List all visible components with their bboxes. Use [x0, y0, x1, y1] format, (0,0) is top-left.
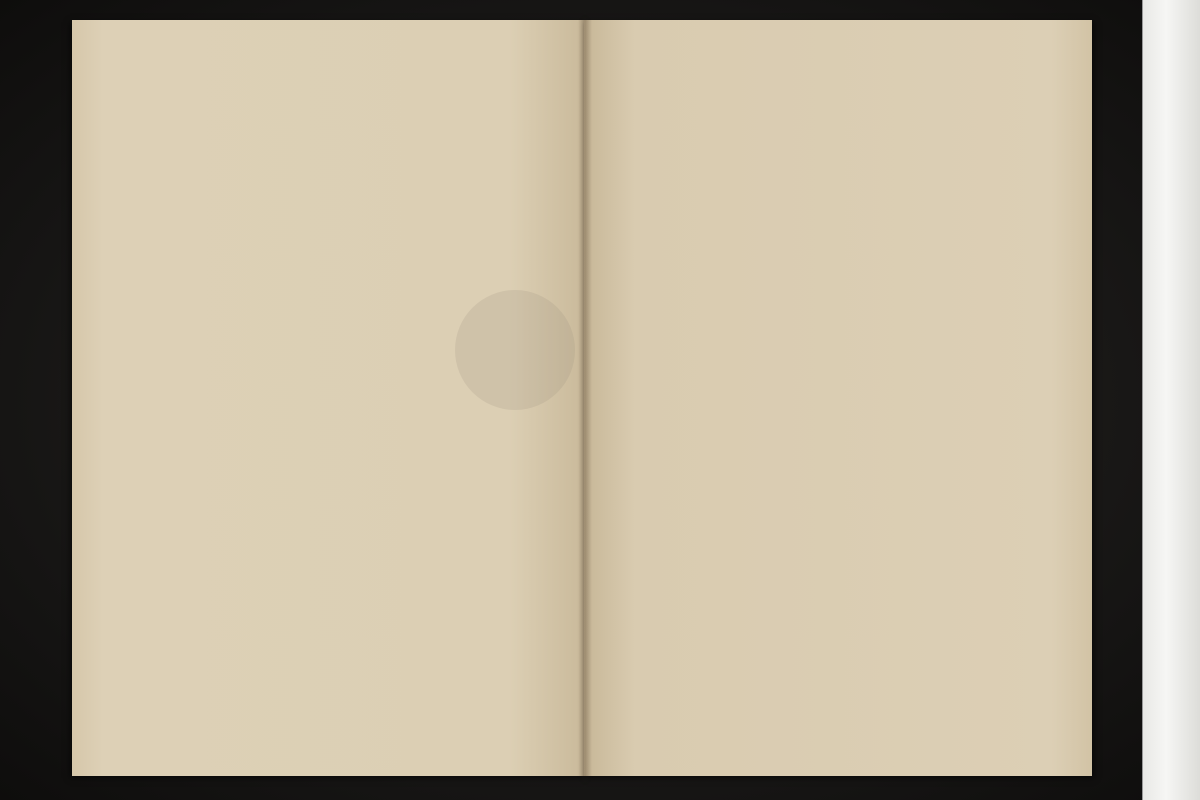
book-gutter — [578, 20, 592, 776]
watermark-logo — [455, 290, 575, 410]
right-page — [584, 20, 1092, 776]
measuring-ruler — [1142, 0, 1200, 800]
